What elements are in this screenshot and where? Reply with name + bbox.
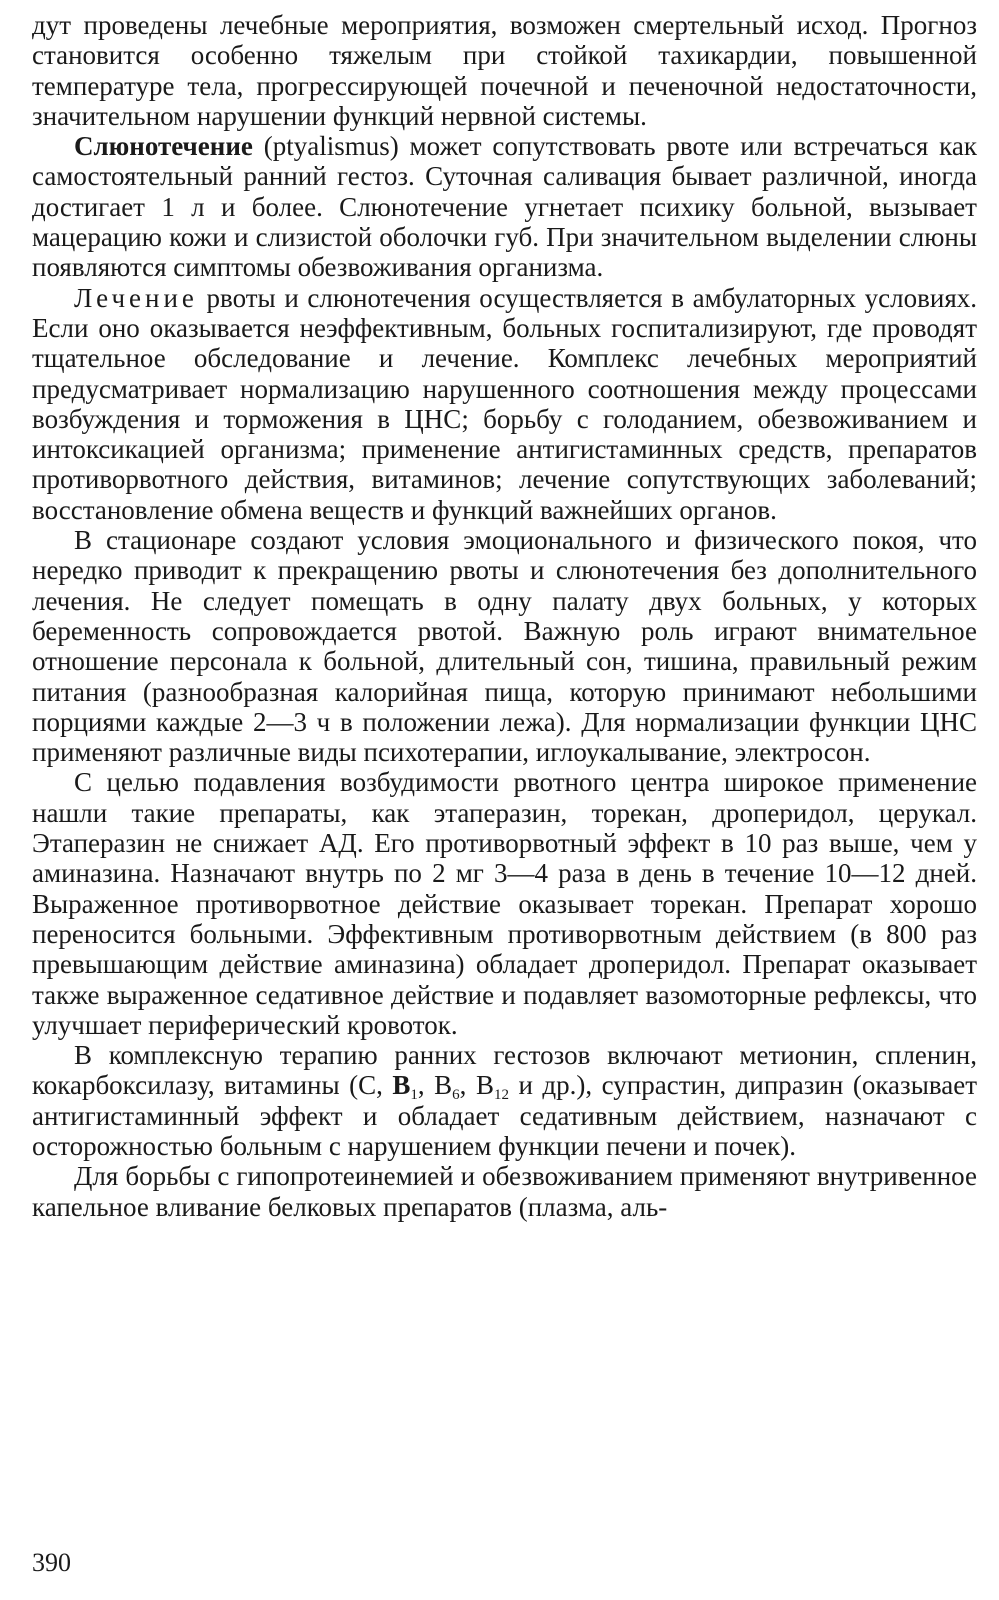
paragraph-3-text: рвоты и слюнотечения осуществляется в амбулаторных условиях. Если оно оказывается неэффективным, больных госпитализируют, где проводят тщательное обследование и лечение. Комплекс лечебных мероприятий предусматривает нормализацию нарушенного соотношения между процессами возбуждения и торможения в ЦНС; борьбу с голоданием, обезвоживанием и интоксикацией организма; применение антигистаминных средств, препаратов противорвотного действия, витаминов; лечение сопутствующих заболеваний; восстановление обмена веществ и функций важнейших органов. [32, 282, 977, 525]
paragraph-6-text-a: В комплексную терапию ранних гестозов включают метионин, спленин, кокарбоксилазу, витамины (С, [32, 1040, 977, 1101]
vitamin-b1-subscript: 1 [410, 1087, 418, 1104]
page-number: 390 [32, 1548, 71, 1577]
vitamin-b12: B [475, 1070, 494, 1101]
term-treatment: Лечение [74, 282, 198, 313]
paragraph-4: В стационаре создают условия эмоционального и физического покоя, что нередко приводит к прекращению рвоты и слюнотечения без дополнительного лечения. Не следует помещать в одну палату двух больных, у которых беременность сопровождается рвотой. Важную роль играют внимательное отношение персонала к больной, длительный сон, тишина, правильный режим питания (разнообразная калорийная пища, которую принимают небольшими порциями каждые 2—3 ч в положении лежа). Для нормализации функции ЦНС применяют различные виды психотерапии, иглоукалывание, электросон. [32, 525, 977, 768]
paragraph-3 [32, 283, 977, 525]
paragraph-6 [32, 1040, 977, 1161]
paragraph-2 [32, 131, 977, 282]
term-ptyalismus: Слюнотечение [74, 131, 253, 162]
vitamin-b12-subscript: 12 [493, 1087, 509, 1104]
paragraph-1: дут проведены лечебные мероприятия, возможен смертельный исход. Прогноз становится особенно тяжелым при стойкой тахикардии, повышенной температуре тела, прогрессирующей почечной и печеночной недостаточности, значительном нарушении функций нервной системы. [32, 10, 977, 131]
page-body [32, 10, 977, 1222]
separator-2: , [459, 1070, 476, 1101]
vitamin-b6-subscript: 6 [452, 1087, 460, 1104]
paragraph-5: С целью подавления возбудимости рвотного центра широкое применение нашли такие препараты, как этаперазин, торекан, дроперидол, церукал. Этаперазин не снижает АД. Его противорвотный эффект в 10 раз выше, чем у аминазина. Назначают внутрь по 2 мг 3—4 раза в день в течение 10—12 дней. Выраженное противорвотное действие оказывает торекан. Препарат хорошо переносится больными. Эффективным противорвотным действием (в 800 раз превышающим действие аминазина) обладает дроперидол. Препарат оказывает также выраженное седативное действие и подавляет вазомоторные рефлексы, что улучшает периферический кровоток. [32, 767, 977, 1040]
vitamin-b1: B [392, 1070, 411, 1101]
paragraph-7: Для борьбы с гипопротеинемией и обезвоживанием применяют внутривенное капельное вливание белковых препаратов (плазма, аль- [32, 1161, 977, 1222]
separator-1: , [417, 1070, 435, 1101]
paragraph-2-text: (ptyalismus) может сопутствовать рвоте или встречаться как самостоятельный ранний гестоз. Суточная саливация бывает различной, иногда достигает 1 л и более. Слюнотечение угнетает психику больной, вызывает мацерацию кожи и слизистой оболочки губ. При значительном выделении слюны появляются симптомы обезвоживания организма. [32, 131, 977, 283]
vitamin-b6: B [434, 1070, 453, 1101]
paragraph-6-text-c: и др.), супрастин, дипразин (оказывает антигистаминный эффект и обладает седативным действием, назначают с осторожностью больным с нарушением функции печени и почек). [32, 1070, 977, 1161]
